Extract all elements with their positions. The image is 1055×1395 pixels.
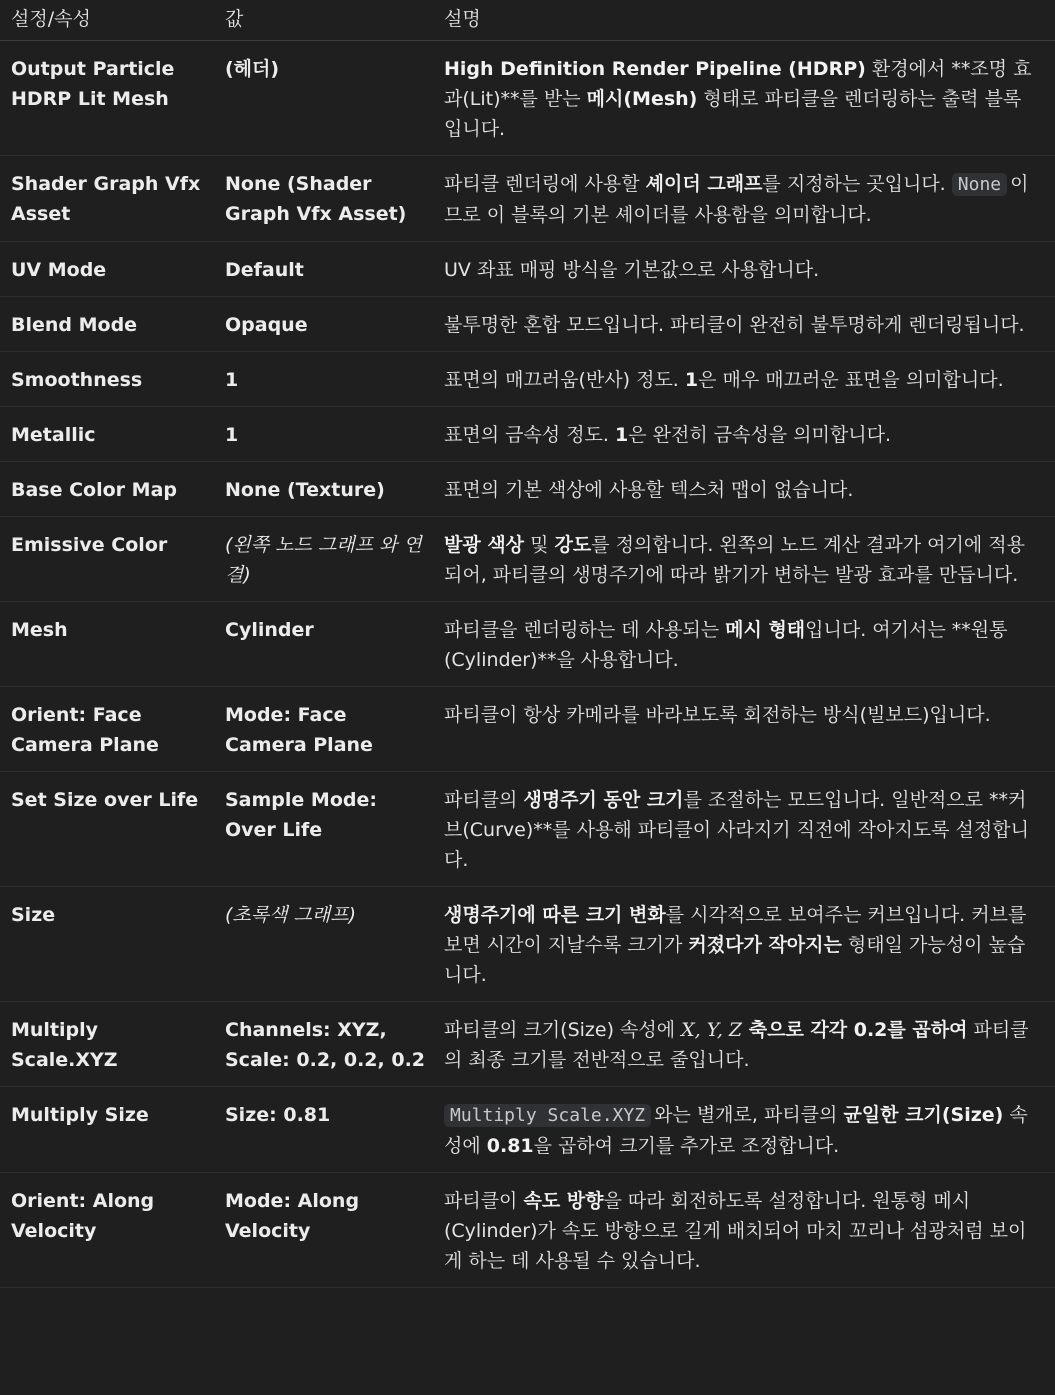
table-row (0, 772, 1055, 887)
description-text: 을 곱하여 크기를 추가로 조정합니다. (533, 1135, 840, 1157)
math-text: X, Y, Z (681, 1019, 743, 1041)
setting-description (444, 887, 1055, 1002)
setting-value: Size: 0.81 (225, 1087, 444, 1173)
setting-name: Mesh (0, 602, 225, 687)
setting-description (444, 1002, 1055, 1087)
setting-value: Default (225, 242, 444, 297)
header-value: 값 (225, 0, 444, 41)
setting-name: Blend Mode (0, 297, 225, 352)
setting-description (444, 517, 1055, 602)
description-text: 를 조절하는 모드입니다. 일반적으로 **커브(Curve)**를 사용해 파티클이 사라지기 직전에 작아지도록 설정합니다. (444, 789, 1029, 871)
setting-value: None (Texture) (225, 462, 444, 517)
setting-name: UV Mode (0, 242, 225, 297)
description-text: 를 시각적으로 보여주는 커브입니다. 커브를 보면 시간이 지날수록 크기가 (444, 904, 1027, 956)
description-text: 은 완전히 금속성을 의미합니다. (628, 424, 891, 446)
table-row (0, 1087, 1055, 1173)
description-text: 형태로 파티클을 렌더링하는 출력 블록입니다. (444, 88, 1022, 140)
setting-name: Shader Graph Vfx Asset (0, 156, 225, 242)
setting-value: 1 (225, 352, 444, 407)
bold-text: 1 (615, 424, 629, 446)
setting-value: Opaque (225, 297, 444, 352)
bold-text: 속도 방향 (523, 1190, 604, 1212)
setting-value: (초록색 그래프) (225, 887, 444, 1002)
description-text: 불투명한 혼합 모드입니다. 파티클이 완전히 불투명하게 렌더링됩니다. (444, 314, 1025, 336)
setting-name: Set Size over Life (0, 772, 225, 887)
setting-description (444, 772, 1055, 887)
header-setting: 설정/속성 (0, 0, 225, 41)
description-text: 표면의 기본 색상에 사용할 텍스처 맵이 없습니다. (444, 479, 854, 501)
setting-name: Output Particle HDRP Lit Mesh (0, 41, 225, 156)
setting-value: Sample Mode: Over Life (225, 772, 444, 887)
description-text: 을 따라 회전하도록 설정합니다. 원통형 메시(Cylinder)가 속도 방향으로 길게 배치되어 마치 꼬리나 섬광처럼 보이게 하는 데 사용될 수 있습니다. (444, 1190, 1027, 1272)
description-text: 파티클의 최종 크기를 전반적으로 줄입니다. (444, 1019, 1029, 1071)
table-row (0, 462, 1055, 517)
bold-text: 축으로 각각 0.2를 곱하여 (742, 1019, 968, 1041)
setting-description (444, 352, 1055, 407)
setting-description (444, 297, 1055, 352)
setting-description (444, 687, 1055, 772)
description-text: 은 매우 매끄러운 표면을 의미합니다. (698, 369, 1004, 391)
header-row (0, 0, 1055, 41)
setting-value: None (Shader Graph Vfx Asset) (225, 156, 444, 242)
bold-text: High Definition Render Pipeline (HDRP) (444, 58, 866, 80)
setting-name: Multiply Size (0, 1087, 225, 1173)
table-row (0, 352, 1055, 407)
description-text: 형태일 가능성이 높습니다. (444, 934, 1026, 986)
description-text: 파티클의 크기(Size) 속성에 (444, 1019, 682, 1041)
table-row (0, 242, 1055, 297)
bold-text: 1 (684, 369, 699, 391)
bold-text: 메시(Mesh) (586, 88, 698, 110)
setting-description (444, 41, 1055, 156)
setting-name: Orient: Face Camera Plane (0, 687, 225, 772)
description-text: 를 정의합니다. 왼쪽의 노드 계산 결과가 여기에 적용되어, 파티클의 생명주기에 따라 밝기가 변하는 발광 효과를 만듭니다. (444, 534, 1025, 586)
bold-text: 0.81 (486, 1135, 534, 1157)
table-row (0, 517, 1055, 602)
setting-description (444, 1173, 1055, 1288)
bold-text: 커졌다가 작아지는 (688, 934, 842, 956)
setting-name: Orient: Along Velocity (0, 1173, 225, 1288)
description-text: 이므로 이 블록의 기본 셰이더를 사용함을 의미합니다. (444, 173, 1029, 226)
table-row (0, 687, 1055, 772)
bold-text: 셰이더 그래프 (645, 173, 763, 195)
inline-code: None (952, 173, 1007, 196)
setting-value: Mode: Face Camera Plane (225, 687, 444, 772)
description-text: 파티클 렌더링에 사용할 (444, 173, 646, 195)
table-row (0, 602, 1055, 687)
setting-name: Smoothness (0, 352, 225, 407)
setting-name: Size (0, 887, 225, 1002)
table-row (0, 887, 1055, 1002)
setting-name: Base Color Map (0, 462, 225, 517)
bold-text: 생명주기에 따른 크기 변화 (444, 904, 666, 926)
table-row (0, 1002, 1055, 1087)
description-text: 를 지정하는 곳입니다. (762, 173, 952, 195)
table-row (0, 407, 1055, 462)
description-text: 및 (524, 534, 555, 556)
description-text: 파티클이 항상 카메라를 바라보도록 회전하는 방식(빌보드)입니다. (444, 704, 991, 726)
setting-description (444, 407, 1055, 462)
setting-name: Multiply Scale.XYZ (0, 1002, 225, 1087)
description-text: 와는 별개로, 파티클의 (654, 1104, 844, 1126)
table-row (0, 156, 1055, 242)
bold-text: 발광 색상 (444, 534, 525, 556)
description-text: 파티클이 (444, 1190, 524, 1212)
setting-description (444, 1087, 1055, 1173)
setting-name: Metallic (0, 407, 225, 462)
description-text: 파티클을 렌더링하는 데 사용되는 (444, 619, 726, 641)
setting-value: (왼쪽 노드 그래프 와 연결) (225, 517, 444, 602)
inline-code: Multiply Scale.XYZ (444, 1104, 651, 1127)
description-text: 표면의 금속성 정도. (444, 424, 615, 446)
bold-text: 강도 (554, 534, 592, 556)
description-text: 환경에서 **조명 효과(Lit)**를 받는 (444, 58, 1032, 110)
setting-value: (헤더) (225, 41, 444, 156)
bold-text: 생명주기 동안 크기 (523, 789, 684, 811)
table-row (0, 41, 1055, 156)
setting-name: Emissive Color (0, 517, 225, 602)
description-text: 입니다. 여기서는 **원통(Cylinder)**을 사용합니다. (444, 619, 1008, 671)
header-description: 설명 (444, 0, 1055, 41)
table-body (0, 41, 1055, 1288)
description-text: UV 좌표 매핑 방식을 기본값으로 사용합니다. (444, 259, 820, 281)
setting-value: Channels: XYZ, Scale: 0.2, 0.2, 0.2 (225, 1002, 444, 1087)
setting-value: Mode: Along Velocity (225, 1173, 444, 1288)
description-text: 속성에 (444, 1104, 1028, 1157)
description-text: 표면의 매끄러움(반사) 정도. (444, 369, 685, 391)
setting-description (444, 242, 1055, 297)
bold-text: 균일한 크기(Size) (843, 1104, 1004, 1126)
setting-value: 1 (225, 407, 444, 462)
setting-description (444, 462, 1055, 517)
description-text: 파티클의 (444, 789, 524, 811)
table-row (0, 297, 1055, 352)
setting-value: Cylinder (225, 602, 444, 687)
bold-text: 메시 형태 (725, 619, 806, 641)
setting-description (444, 156, 1055, 242)
table-row (0, 1173, 1055, 1288)
setting-description (444, 602, 1055, 687)
